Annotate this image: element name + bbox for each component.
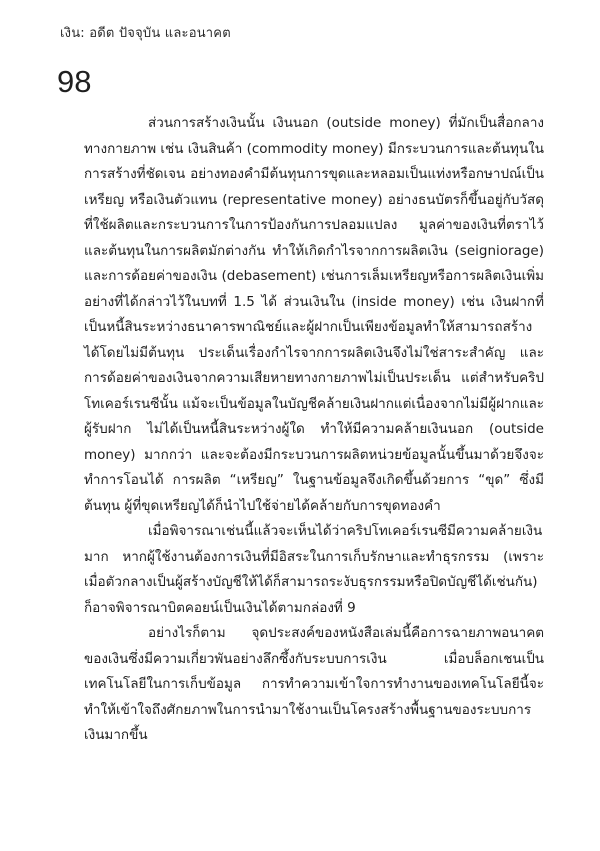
body-text	[84, 111, 544, 749]
paragraph: ส่วนการสร้างเงินนั้น เงินนอก (outside money) ที่มักเป็นสื่อกลางทางกายภาพ เช่น เงินสินค้า (commodity money) มีกระบวนการและต้นทุนในการสร้างที่ชัดเจน อย่างทองคำมีต้นทุนการขุดและหลอมเป็นแท่งหรือกษาปณ์เป็นเหรียญ หรือเงินตัวแทน (representative money) อย่างธนบัตรก็ขึ้นอยู่กับวัสดุที่ใช้ผลิตและกระบวนการในการป้องกันการปลอมแปลง มูลค่าของเงินที่ตราไว้และต้นทุนในการผลิตมักต่างกัน ทำให้เกิดกำไรจากการผลิตเงิน (seigniorage) และการด้อยค่าของเงิน (debasement) เช่นการเล็มเหรียญหรือการผลิตเงินเพิ่มอย่างที่ได้กล่าวไว้ในบทที่ 1.5 ได้ ส่วนเงินใน (inside money) เช่น เงินฝากที่เป็นหนี้สินระหว่างธนาคารพาณิชย์และผู้ฝากเป็นเพียงข้อมูลทำให้สามารถสร้างได้โดยไม่มีต้นทุน ประเด็นเรื่องกำไรจากการผลิตเงินจึงไม่ใช่สาระสำคัญ และการด้อยค่าของเงินจากความเสียหายทางกายภาพไม่เป็นประเด็น แต่สำหรับคริปโทเคอร์เรนซีนั้น แม้จะเป็นข้อมูลในบัญชีคล้ายเงินฝากแต่เนื่องจากไม่มีผู้ฝากและผู้รับฝาก ไม่ได้เป็นหนี้สินระหว่างผู้ใด ทำให้มีความคล้ายเงินนอก (outside money) มากกว่า และจะต้องมีกระบวนการผลิตหน่วยข้อมูลนั้นขึ้นมาด้วยจึงจะทำการโอนได้ การผลิต “เหรียญ” ในฐานข้อมูลจึงเกิดขึ้นด้วยการ “ขุด” ซึ่งมีต้นทุน ผู้ที่ขุดเหรียญได้ก็นำไปใช้จ่ายได้คล้ายกับการขุดทองคำ	[84, 115, 544, 514]
paragraph: เมื่อพิจารณาเช่นนี้แล้วจะเห็นได้ว่าคริปโทเคอร์เรนซีมีความคล้ายเงินมาก หากผู้ใช้งานต้องการเงินที่มีอิสระในการเก็บรักษาและทำธุรกรรม (เพราะเมื่อตัวกลางเป็นผู้สร้างบัญชีให้ได้ก็สามารถระงับธุรกรรมหรือปิดบัญชีได้เช่นกัน) ก็อาจพิจารณาบิตคอยน์เป็นเงินได้ตามกล่องที่ 9	[84, 523, 544, 616]
page-number: 98	[57, 64, 92, 99]
running-header: เงิน: อดีต ปัจจุบัน และอนาคต	[60, 26, 231, 41]
paragraph: อย่างไรก็ตาม จุดประสงค์ของหนังสือเล่มนี้คือการฉายภาพอนาคตของเงินซึ่งมีความเกี่ยวพันอย่างลึกซึ้งกับระบบการเงิน เมื่อบล็อกเชนเป็นเทคโนโลยีในการเก็บข้อมูล การทำความเข้าใจการทำงานของเทคโนโลยีนี้จะทำให้เข้าใจถึงศักยภาพในการนำมาใช้งานเป็นโครงสร้างพื้นฐานของระบบการเงินมากขึ้น	[84, 625, 544, 743]
